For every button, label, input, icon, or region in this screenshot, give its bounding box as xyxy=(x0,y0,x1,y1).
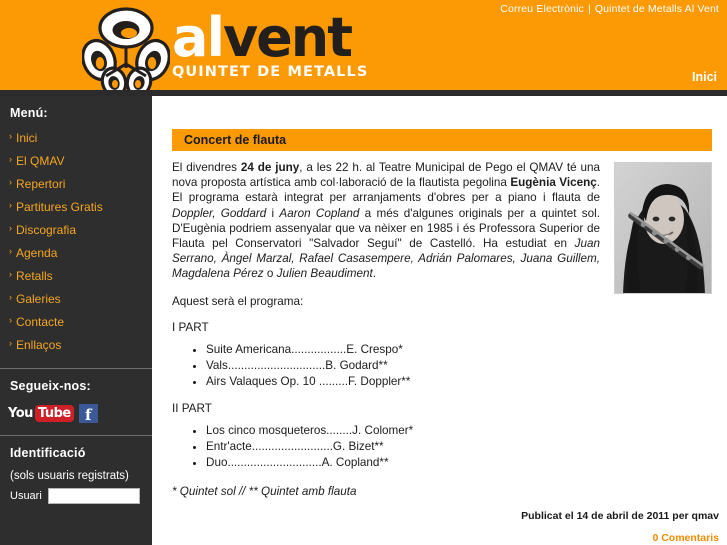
sidebar-link-repertori[interactable] xyxy=(0,177,152,191)
sidebar-link-el-qmav[interactable] xyxy=(0,154,152,168)
program-list-part-2 xyxy=(206,423,712,471)
sidebar-label-el-qmav: El QMAV xyxy=(16,153,65,168)
list-item: • Entr'acte.........................G. Bizet** xyxy=(206,439,712,455)
program-footnote: * Quintet sol // ** Quintet amb flauta xyxy=(172,484,357,498)
sidebar-label-contacte: Contacte xyxy=(16,314,65,329)
youtube-icon[interactable] xyxy=(8,405,74,422)
sidebar-link-inici[interactable] xyxy=(0,131,152,145)
list-item: • Airs Valaques Op. 10 .........F. Doppler** xyxy=(206,374,712,390)
sidebar-label-enllacos: Enllaços xyxy=(16,337,62,352)
intro-text-run: , a les 22 h. al Teatre Municipal de Pego el QMAV té una nova proposta artística amb col·laboració de la flautista pegolina xyxy=(172,161,600,190)
login-subtitle: (sols usuaris registrats) xyxy=(10,470,129,482)
list-item: • Duo.............................A. Copland** xyxy=(206,455,712,471)
sidebar-link-agenda[interactable] xyxy=(0,246,152,260)
logo-tagline: QUINTET DE METALLS xyxy=(172,64,369,80)
link-correu-electronic[interactable]: Correu Electrònic xyxy=(500,3,584,15)
logo-vent: vent xyxy=(222,6,352,69)
intro-text-run: 24 de juny xyxy=(240,161,300,174)
header-navigation xyxy=(692,70,717,84)
intro-text-run: a més d'algunes originals per a quintet sol. D'Eugènia podriem assenyalar que va nèixer en 1985 i és Professora Superior de Flauta pel Conservatori "Salvador Seguí" de Castelló. Ha estudiat en xyxy=(172,206,600,251)
sidebar-item-discografia[interactable] xyxy=(0,218,152,241)
chevron-right-icon: › xyxy=(9,199,12,210)
chevron-right-icon: › xyxy=(9,222,12,233)
program-list-part-1 xyxy=(206,342,712,390)
program-intro-text: Aquest serà el programa: xyxy=(172,294,304,308)
sidebar-link-enllacos[interactable] xyxy=(0,338,152,352)
sidebar xyxy=(0,96,152,545)
link-quintet-de-metalls[interactable]: Quintet de Metalls Al Vent xyxy=(594,3,719,15)
sidebar-link-retalls[interactable] xyxy=(0,269,152,283)
sidebar-social-block xyxy=(0,369,152,429)
sidebar-item-enllacos[interactable] xyxy=(0,333,152,356)
intro-text-run: . xyxy=(372,267,377,281)
sidebar-item-retalls[interactable] xyxy=(0,264,152,287)
sidebar-label-partitures-gratis: Partitures Gratis xyxy=(16,199,103,214)
sidebar-menu-title: Menú: xyxy=(10,106,48,120)
sidebar-label-repertori: Repertori xyxy=(16,176,66,191)
brass-bells-flower-logo-icon[interactable] xyxy=(82,6,170,92)
sidebar-link-discografia[interactable] xyxy=(0,223,152,237)
article-title-bar: Concert de flauta xyxy=(172,129,712,151)
sidebar-item-agenda[interactable] xyxy=(0,241,152,264)
sidebar-link-partitures-gratis[interactable] xyxy=(0,200,152,214)
chevron-right-icon: › xyxy=(9,291,12,302)
sidebar-item-inici[interactable] xyxy=(0,126,152,149)
chevron-right-icon: › xyxy=(9,176,12,187)
sidebar-item-partitures-gratis[interactable] xyxy=(0,195,152,218)
sidebar-menu-list xyxy=(0,126,152,356)
sidebar-label-agenda: Agenda xyxy=(16,245,58,260)
logo-al: al xyxy=(172,6,223,69)
username-input[interactable] xyxy=(48,488,140,504)
chevron-right-icon: › xyxy=(9,153,12,164)
publication-info: Publicat el 14 de abril de 2011 per qmav xyxy=(521,510,719,522)
youtube-tube-text: Tube xyxy=(35,405,74,422)
article-body xyxy=(172,160,712,498)
sidebar-link-galeries[interactable] xyxy=(0,292,152,306)
intro-text-run: Eugènia Vicenç xyxy=(510,176,597,190)
list-item: • Suite Americana.................E. Crespo* xyxy=(206,342,712,358)
sidebar-label-retalls: Retalls xyxy=(16,268,53,283)
sidebar-item-repertori[interactable] xyxy=(0,172,152,195)
intro-text-run: . El programa estarà integrat per arranjaments d'obres per a piano i flauta de xyxy=(172,176,600,205)
intro-text-run: El divendres xyxy=(172,161,241,174)
sidebar-login-block xyxy=(0,436,152,510)
flutist-portrait-photo xyxy=(614,162,712,294)
social-title: Segueix-nos: xyxy=(10,379,91,393)
login-title: Identificació xyxy=(10,446,86,460)
sidebar-item-el-qmav[interactable] xyxy=(0,149,152,172)
list-item: • Vals..............................B. Godard** xyxy=(206,358,712,374)
intro-text-run: Aaron Copland xyxy=(279,206,360,220)
nav-item-inici[interactable]: Inici xyxy=(691,70,717,84)
part-label-2: II PART xyxy=(172,401,212,415)
chevron-right-icon: › xyxy=(9,337,12,348)
intro-text-run: i xyxy=(266,206,280,220)
username-label: Usuari xyxy=(10,490,42,502)
chevron-right-icon: › xyxy=(9,314,12,325)
header-top-links xyxy=(500,3,719,15)
chevron-right-icon: › xyxy=(9,268,12,279)
site-header xyxy=(0,0,727,90)
intro-text-run: Doppler, Goddard xyxy=(172,206,267,220)
top-links-separator: | xyxy=(587,3,591,15)
sidebar-label-galeries: Galeries xyxy=(16,291,61,306)
social-links-row xyxy=(0,399,152,423)
main-content xyxy=(152,96,727,545)
chevron-right-icon: › xyxy=(9,130,12,141)
comments-link[interactable]: 0 Comentaris xyxy=(652,532,719,544)
chevron-right-icon: › xyxy=(9,245,12,256)
youtube-you-text: You xyxy=(8,406,33,421)
sidebar-link-contacte[interactable] xyxy=(0,315,152,329)
intro-text-run: o xyxy=(263,267,277,281)
site-logo-wordmark[interactable] xyxy=(172,6,369,80)
logo-alvent-text xyxy=(172,6,368,69)
intro-text-run: Juan Serrano, Àngel Marzal, Rafael Casasempere, Adrián Palomares, Juana Guillem, Magdalena Pérez xyxy=(172,237,600,281)
intro-text-run: Julien Beaudiment xyxy=(276,267,373,281)
login-username-row xyxy=(0,488,152,504)
sidebar-menu-block xyxy=(0,96,152,362)
list-item: • Los cinco mosqueteros........J. Colomer* xyxy=(206,423,712,439)
part-label-1: I PART xyxy=(172,320,209,334)
sidebar-item-galeries[interactable] xyxy=(0,287,152,310)
sidebar-item-contacte[interactable] xyxy=(0,310,152,333)
sidebar-label-discografia: Discografia xyxy=(16,222,77,237)
facebook-icon[interactable]: f xyxy=(79,404,98,423)
sidebar-label-inici: Inici xyxy=(16,130,38,145)
